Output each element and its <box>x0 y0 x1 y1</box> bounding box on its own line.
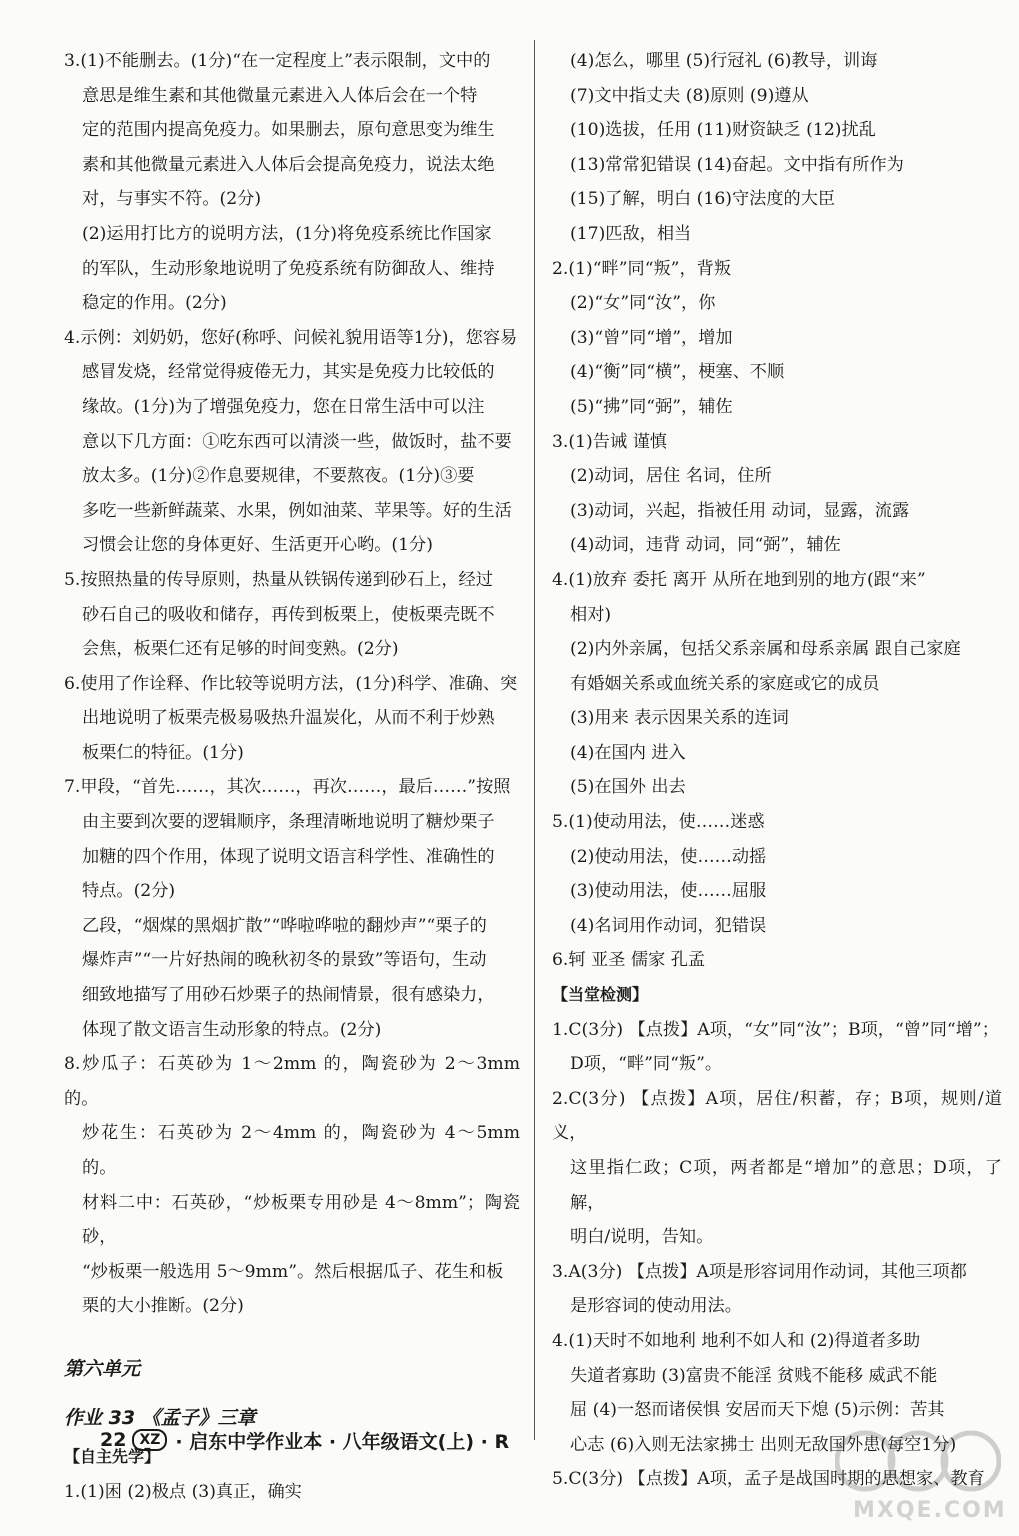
answer-line: 3.A(3分) 【点拨】A项是形容词用作动词，其他三项都 <box>552 1261 967 1282</box>
answer-line: 感冒发烧，经常觉得疲倦无力，其实是免疫力比较低的 <box>82 362 495 383</box>
answer-line: 心志 (6)入则无法家拂士 出则无敌国外患(每空1分) <box>570 1434 957 1455</box>
answer-line: 相对) <box>570 604 612 625</box>
answer-line: “炒板栗一般选用 5～9mm”。然后根据瓜子、花生和板 <box>82 1261 504 1282</box>
book-title: · 启东中学作业本 · 八年级语文(上) · R <box>175 1430 510 1453</box>
answer-line: (4)怎么，哪里 (5)行冠礼 (6)教导，训诲 <box>570 51 878 71</box>
left-answer-lines <box>64 44 520 1324</box>
answer-line: (10)选拔，任用 (11)财资缺乏 (12)扰乱 <box>570 120 876 141</box>
section-tag-self-study: 【自主先学】 <box>64 1446 161 1466</box>
right-column <box>552 44 1002 1497</box>
answer-line: (17)匹敌，相当 <box>570 223 692 244</box>
answer-line: 特点。(2分) <box>82 881 176 902</box>
answer-line: 2.C(3分) 【点拨】A项，居住/积蓄，存；B项，规则/道义， <box>552 1088 1002 1144</box>
watermark-text: MXQE.COM <box>853 1498 1007 1523</box>
answer-line: (4)名词用作动词，犯错误 <box>570 915 767 936</box>
answer-line: 加糖的四个作用，体现了说明文语言科学性、准确性的 <box>82 846 495 867</box>
answer-line: 这里指仁政；C项，两者都是“增加”的意思；D项，了解， <box>570 1158 1002 1213</box>
column-divider <box>534 40 535 1440</box>
answer-line: (3)使动用法，使……屈服 <box>570 881 767 902</box>
answer-line: 3.(1)告诫 谨慎 <box>552 431 667 452</box>
answer-line: (2)内外亲属，包括父系亲属和母系亲属 跟自己家庭 <box>570 639 961 660</box>
answer-line: 栗的大小推断。(2分) <box>82 1296 244 1317</box>
watermark <box>833 1426 1007 1530</box>
left-column <box>64 44 520 1509</box>
answer-line: (4)“衡”同“横”，梗塞、不顺 <box>570 362 785 383</box>
answer-line: 出地说明了板栗壳极易吸热升温炭化，从而不利于炒熟 <box>82 708 495 729</box>
answer-line: 砂石自己的吸收和储存，再传到板栗上，使板栗壳既不 <box>82 604 495 625</box>
answer-line: 爆炸声”“一片好热闹的晚秋初冬的景致”等语句，生动 <box>82 950 487 971</box>
answer-line: 明白/说明，告知。 <box>570 1227 714 1248</box>
answer-line: 2.(1)“畔”同“叛”，背叛 <box>552 258 732 279</box>
answer-line: 习惯会让您的身体更好、生活更开心哟。(1分) <box>82 535 433 556</box>
answer-line: 会焦，板栗仁还有足够的时间变熟。(2分) <box>82 639 399 660</box>
answer-line: 体现了散文语言生动形象的特点。(2分) <box>82 1019 382 1040</box>
answer-line: 放太多。(1分)②作息要规律，不要熬夜。(1分)③要 <box>82 466 475 487</box>
page-footer <box>30 1422 590 1458</box>
answer-line: 4.示例：刘奶奶，您好(称呼、问候礼貌用语等1分)，您容易 <box>64 327 518 348</box>
page-number: 22 <box>100 1429 127 1451</box>
answer-line: (2)运用打比方的说明方法，(1分)将免疫系统比作国家 <box>82 223 492 244</box>
answer-line: 缘故。(1分)为了增强免疫力，您在日常生活中可以注 <box>82 396 485 417</box>
answer-line: 1.C(3分) 【点拨】A项，“女”同“汝”；B项，“曾”同“增”； <box>552 1019 999 1040</box>
answer-line: 意思是维生素和其他微量元素进入人体后会在一个特 <box>82 85 478 106</box>
answer-line: 7.甲段，“首先……，其次……，再次……，最后……”按照 <box>64 777 511 798</box>
answer-line: 由主要到次要的逻辑顺序，条理清晰地说明了糖炒栗子 <box>82 812 495 833</box>
answer-line: (3)动词，兴起，指被任用 动词，显露，流露 <box>570 500 910 521</box>
answer-line: 失道者寡助 (3)富贵不能淫 贫贱不能移 威武不能 <box>570 1365 938 1386</box>
answer-line: (2)动词，居住 名词，住所 <box>570 466 772 487</box>
answer-line: (7)文中指丈夫 (8)原则 (9)遵从 <box>570 85 809 106</box>
answer-line: 6.使用了作诠释、作比较等说明方法，(1分)科学、准确、突 <box>64 673 518 694</box>
unit-heading: 第六单元 <box>64 1357 141 1380</box>
answer-line: 8.炒瓜子：石英砂为 1～2mm 的，陶瓷砂为 2～3mm 的。 <box>64 1054 520 1109</box>
answer-line: 多吃一些新鲜蔬菜、水果，例如油菜、苹果等。好的生活 <box>82 500 512 521</box>
watermark-logo-icon <box>835 1426 1001 1496</box>
answer-line: 屈 (4)一怒而诸侯惧 安居而天下熄 (5)示例：苦其 <box>570 1400 945 1421</box>
answer-line: 板栗仁的特征。(1分) <box>82 742 244 763</box>
answer-line: (4)在国内 进入 <box>570 742 686 763</box>
answer-line: 意以下几方面：①吃东西可以清淡一些，做饭时，盐不要 <box>82 431 512 452</box>
xz-logo-icon: XZ <box>132 1429 167 1451</box>
answer-line: 1.(1)困 (2)极点 (3)真正，确实 <box>64 1481 302 1502</box>
answer-line: (3)用来 表示因果关系的连词 <box>570 708 789 729</box>
answer-line: 有婚姻关系或血统关系的家庭或它的成员 <box>570 673 880 694</box>
answer-line: 细致地描写了用砂石炒栗子的热闹情景，很有感染力， <box>82 985 495 1006</box>
answer-line: 4.(1)天时不如地利 地利不如人和 (2)得道者多助 <box>552 1330 921 1351</box>
answer-line: 稳定的作用。(2分) <box>82 293 227 314</box>
answer-line: (15)了解，明白 (16)守法度的大臣 <box>570 189 836 210</box>
answer-line: 的军队，生动形象地说明了免疫系统有防御敌人、维持 <box>82 258 495 279</box>
answer-line: 5.按照热量的传导原则，热量从铁锅传递到砂石上，经过 <box>64 569 493 590</box>
answer-line: (4)动词，违背 动词，同“弼”，辅佐 <box>570 535 841 556</box>
answer-line: (13)常常犯错误 (14)奋起。文中指有所作为 <box>570 154 904 175</box>
answer-line: 5.C(3分) 【点拨】A项，孟子是战国时期的思想家、教育 <box>552 1469 985 1490</box>
answer-line: 是形容词的使动用法。 <box>570 1296 742 1317</box>
answer-line: (5)“拂”同“弼”，辅佐 <box>570 396 733 417</box>
answer-line: 素和其他微量元素进入人体后会提高免疫力，说法太绝 <box>82 154 495 175</box>
answer-line: (2)使动用法，使……动摇 <box>570 846 767 867</box>
answer-line: (2)“女”同“汝”，你 <box>570 293 716 314</box>
answer-line: 炒花生：石英砂为 2～4mm 的，陶瓷砂为 4～5mm 的。 <box>82 1123 520 1178</box>
answer-line: 5.(1)使动用法，使……迷惑 <box>552 812 765 833</box>
section-tag: 【当堂检测】 <box>552 985 649 1005</box>
left-after-lines <box>64 1475 520 1510</box>
answer-line: 定的范围内提高免疫力。如果删去，原句意思变为维生 <box>82 120 495 141</box>
answer-line: D项，“畔”同“叛”。 <box>570 1054 723 1075</box>
answer-line: 4.(1)放弃 委托 离开 从所在地到别的地方(跟“来” <box>552 569 926 590</box>
work-heading: 作业 33 《孟子》三章 <box>64 1406 256 1429</box>
answer-line: 3.(1)不能删去。(1分)“在一定程度上”表示限制，文中的 <box>64 51 491 71</box>
answer-line: 乙段，“烟煤的黑烟扩散”“哗啦哗啦的翻炒声”“栗子的 <box>82 915 487 936</box>
answer-line: (3)“曾”同“增”，增加 <box>570 327 733 348</box>
answer-line: 6.轲 亚圣 儒家 孔孟 <box>552 950 706 971</box>
answer-line: 对，与事实不符。(2分) <box>82 189 262 210</box>
answer-line: 材料二中：石英砂，“炒板栗专用砂是 4～8mm”；陶瓷砂， <box>82 1192 520 1248</box>
answer-line: (5)在国外 出去 <box>570 777 686 798</box>
right-answer-lines <box>552 44 1002 1497</box>
